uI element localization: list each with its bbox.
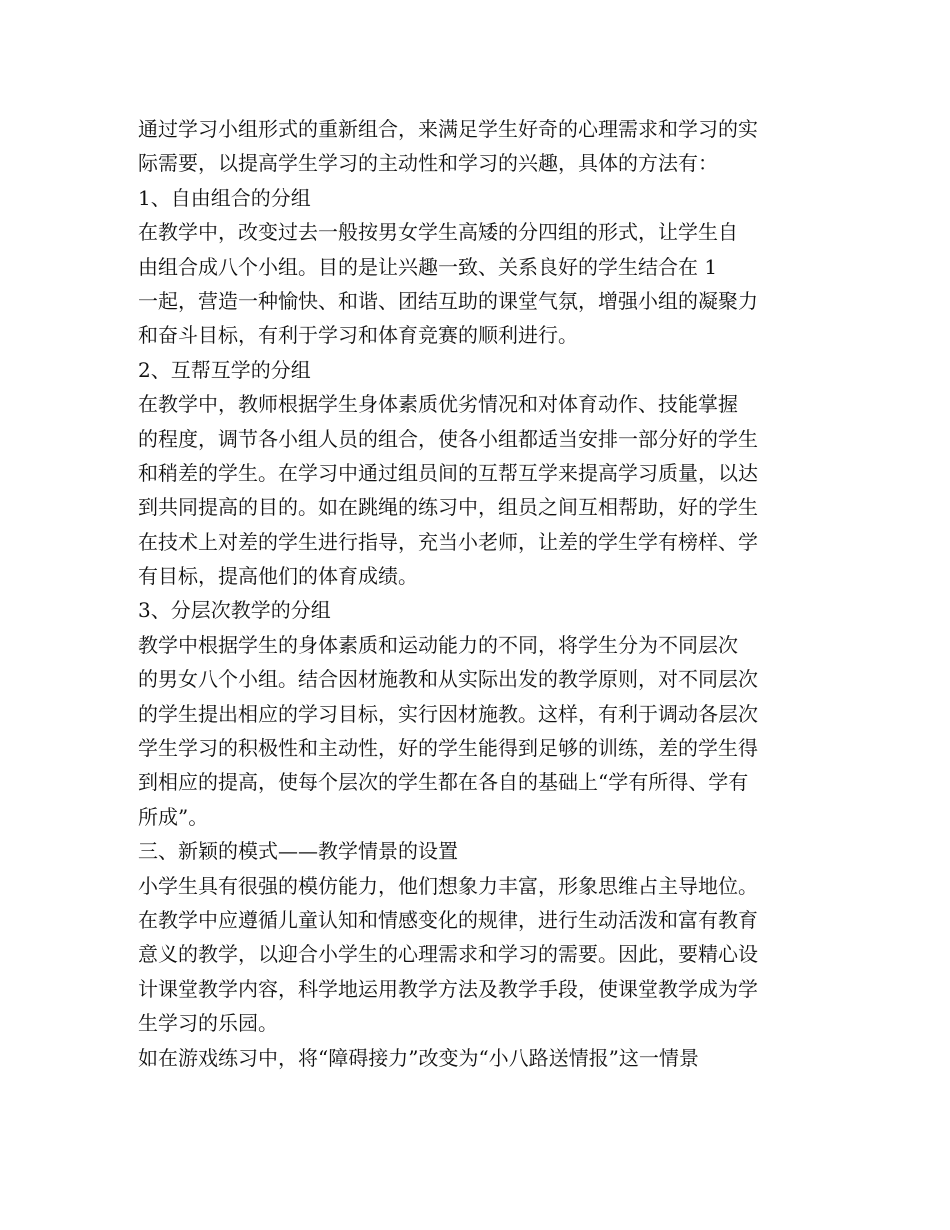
text-line: 由组合成八个小组。目的是让兴趣一致、关系良好的学生结合在 1 [138, 254, 718, 279]
text-line: 一起，营造一种愉快、和谐、团结互助的课堂气氛，增强小组的凝聚力 [138, 288, 758, 313]
text-line: 教学中根据学生的身体素质和运动能力的不同，将学生分为不同层次 [138, 632, 738, 657]
text-line: 计课堂教学内容，科学地运用教学方法及教学手段，使课堂教学成为学 [138, 976, 758, 1001]
text-line: 生学习的乐园。 [138, 1011, 278, 1036]
text-line: 的学生提出相应的学习目标，实行因材施教。这样，有利于调动各层次 [138, 701, 758, 726]
text-line: 的男女八个小组。结合因材施教和从实际出发的教学原则，对不同层次 [138, 667, 758, 692]
text-line: 2、互帮互学的分组 [138, 357, 311, 382]
text-line: 际需要，以提高学生学习的主动性和学习的兴趣，具体的方法有： [138, 151, 718, 176]
text-line: 如在游戏练习中，将“障碍接力”改变为“小八路送情报”这一情景 [138, 1045, 699, 1070]
text-line: 意义的教学，以迎合小学生的心理需求和学习的需要。因此，要精心设 [138, 942, 758, 967]
text-line: 1、自由组合的分组 [138, 185, 311, 210]
text-line: 到共同提高的目的。如在跳绳的练习中，组员之间互相帮助，好的学生 [138, 495, 758, 520]
text-line: 小学生具有很强的模仿能力，他们想象力丰富，形象思维占主导地位。 [138, 873, 758, 898]
text-line: 学生学习的积极性和主动性，好的学生能得到足够的训练，差的学生得 [138, 736, 758, 761]
text-line: 在技术上对差的学生进行指导，充当小老师，让差的学生学有榜样、学 [138, 529, 758, 554]
text-line: 的程度，调节各小组人员的组合，使各小组都适当安排一部分好的学生 [138, 426, 758, 451]
text-line: 所成”。 [138, 804, 209, 829]
text-line: 和奋斗目标，有利于学习和体育竞赛的顺利进行。 [138, 323, 578, 348]
text-line: 在教学中应遵循儿童认知和情感变化的规律，进行生动活泼和富有教育 [138, 907, 758, 932]
text-line: 在教学中，教师根据学生身体素质优劣情况和对体育动作、技能掌握 [138, 392, 738, 417]
text-line: 和稍差的学生。在学习中通过组员间的互帮互学来提高学习质量，以达 [138, 460, 758, 485]
body-text [138, 112, 828, 1075]
text-line: 3、分层次教学的分组 [138, 598, 331, 623]
text-line: 通过学习小组形式的重新组合，来满足学生好奇的心理需求和学习的实 [138, 117, 758, 141]
text-line: 到相应的提高，使每个层次的学生都在各自的基础上“学有所得、学有 [138, 770, 749, 795]
text-line: 三、新颖的模式——教学情景的设置 [138, 839, 458, 864]
text-line: 在教学中，改变过去一般按男女学生高矮的分四组的形式，让学生自 [138, 220, 738, 245]
text-line: 有目标，提高他们的体育成绩。 [138, 564, 418, 589]
